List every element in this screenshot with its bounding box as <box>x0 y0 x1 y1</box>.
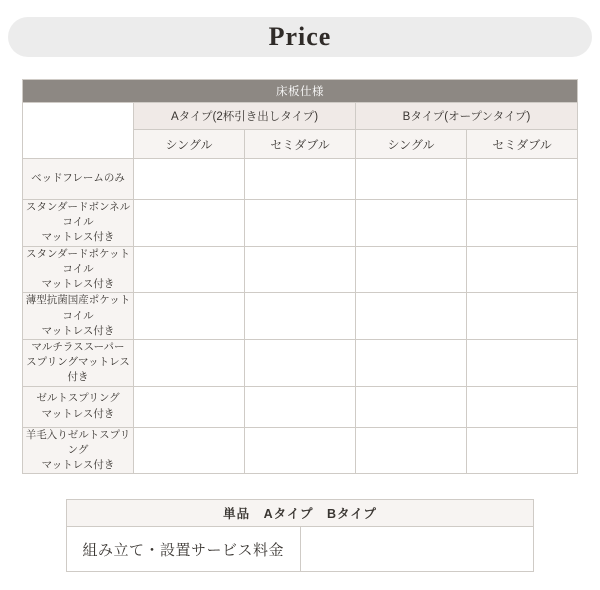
table-row-group-header <box>23 80 578 103</box>
page-title-banner <box>8 17 592 57</box>
price-cell <box>356 293 467 340</box>
option-price-table <box>66 499 534 572</box>
price-cell <box>356 159 467 200</box>
row-label-line: マットレス付き <box>41 459 115 472</box>
corner-blank-cell <box>23 103 134 159</box>
row-label-line: ベッドフレームのみ <box>31 172 125 185</box>
price-cell <box>467 293 578 340</box>
row-label-line: ゼルトスプリング <box>36 392 120 405</box>
table-row <box>67 527 534 572</box>
table-row <box>23 427 578 474</box>
price-cell <box>467 246 578 293</box>
row-label-line: マットレス付き <box>41 231 115 244</box>
price-cell <box>356 200 467 247</box>
price-cell <box>245 200 356 247</box>
option-header-cell: 単品 Aタイプ Bタイプ <box>67 500 534 527</box>
price-cell <box>134 159 245 200</box>
price-cell <box>134 200 245 247</box>
price-cell <box>245 386 356 427</box>
row-label-line: マットレス付き <box>41 278 115 291</box>
table-row <box>23 200 578 247</box>
row-label <box>23 427 134 474</box>
size-header-b-single: シングル <box>356 130 467 159</box>
price-cell <box>245 159 356 200</box>
row-label-line: 羊毛入りゼルトスプリング <box>25 428 131 456</box>
option-row-label: 組み立て・設置サービス料金 <box>67 527 301 572</box>
option-price-cell <box>300 527 534 572</box>
row-label <box>23 293 134 340</box>
price-cell <box>134 427 245 474</box>
price-cell <box>245 427 356 474</box>
table-row <box>23 246 578 293</box>
row-label-line: スタンダードポケットコイル <box>25 247 131 275</box>
size-header-a-semidouble: セミダブル <box>245 130 356 159</box>
row-label <box>23 386 134 427</box>
row-label-line: マットレス付き <box>41 324 115 337</box>
price-cell <box>245 293 356 340</box>
size-header-a-single: シングル <box>134 130 245 159</box>
price-cell <box>134 339 245 386</box>
size-header-b-semidouble: セミダブル <box>467 130 578 159</box>
table-row-type-header <box>23 103 578 130</box>
group-header-cell: 床板仕様 <box>23 80 578 103</box>
price-cell <box>245 246 356 293</box>
row-label-line: マットレス付き <box>41 407 115 420</box>
price-cell <box>134 386 245 427</box>
price-cell <box>356 246 467 293</box>
table-row <box>23 159 578 200</box>
row-label-line: マルチラススーパー <box>31 340 125 353</box>
price-spec-table <box>22 79 578 474</box>
price-cell <box>356 427 467 474</box>
price-cell <box>134 293 245 340</box>
price-cell <box>467 427 578 474</box>
row-label-line: スタンダードボンネルコイル <box>25 201 131 229</box>
price-cell <box>356 386 467 427</box>
table-row-option-header <box>67 500 534 527</box>
table-row <box>23 293 578 340</box>
price-cell <box>356 339 467 386</box>
price-cell <box>245 339 356 386</box>
row-label-line: 薄型抗菌国産ポケットコイル <box>25 294 131 322</box>
table-row <box>23 339 578 386</box>
price-cell <box>134 246 245 293</box>
price-cell <box>467 386 578 427</box>
row-label <box>23 200 134 247</box>
row-label <box>23 246 134 293</box>
price-cell <box>467 200 578 247</box>
type-header-b: Bタイプ(オープンタイプ) <box>356 103 578 130</box>
row-label <box>23 159 134 200</box>
page-title: Price <box>268 22 332 51</box>
price-cell <box>467 159 578 200</box>
row-label-line: スプリングマットレス付き <box>26 356 130 384</box>
row-label <box>23 339 134 386</box>
type-header-a: Aタイプ(2杯引き出しタイプ) <box>134 103 356 130</box>
price-cell <box>467 339 578 386</box>
table-row <box>23 386 578 427</box>
